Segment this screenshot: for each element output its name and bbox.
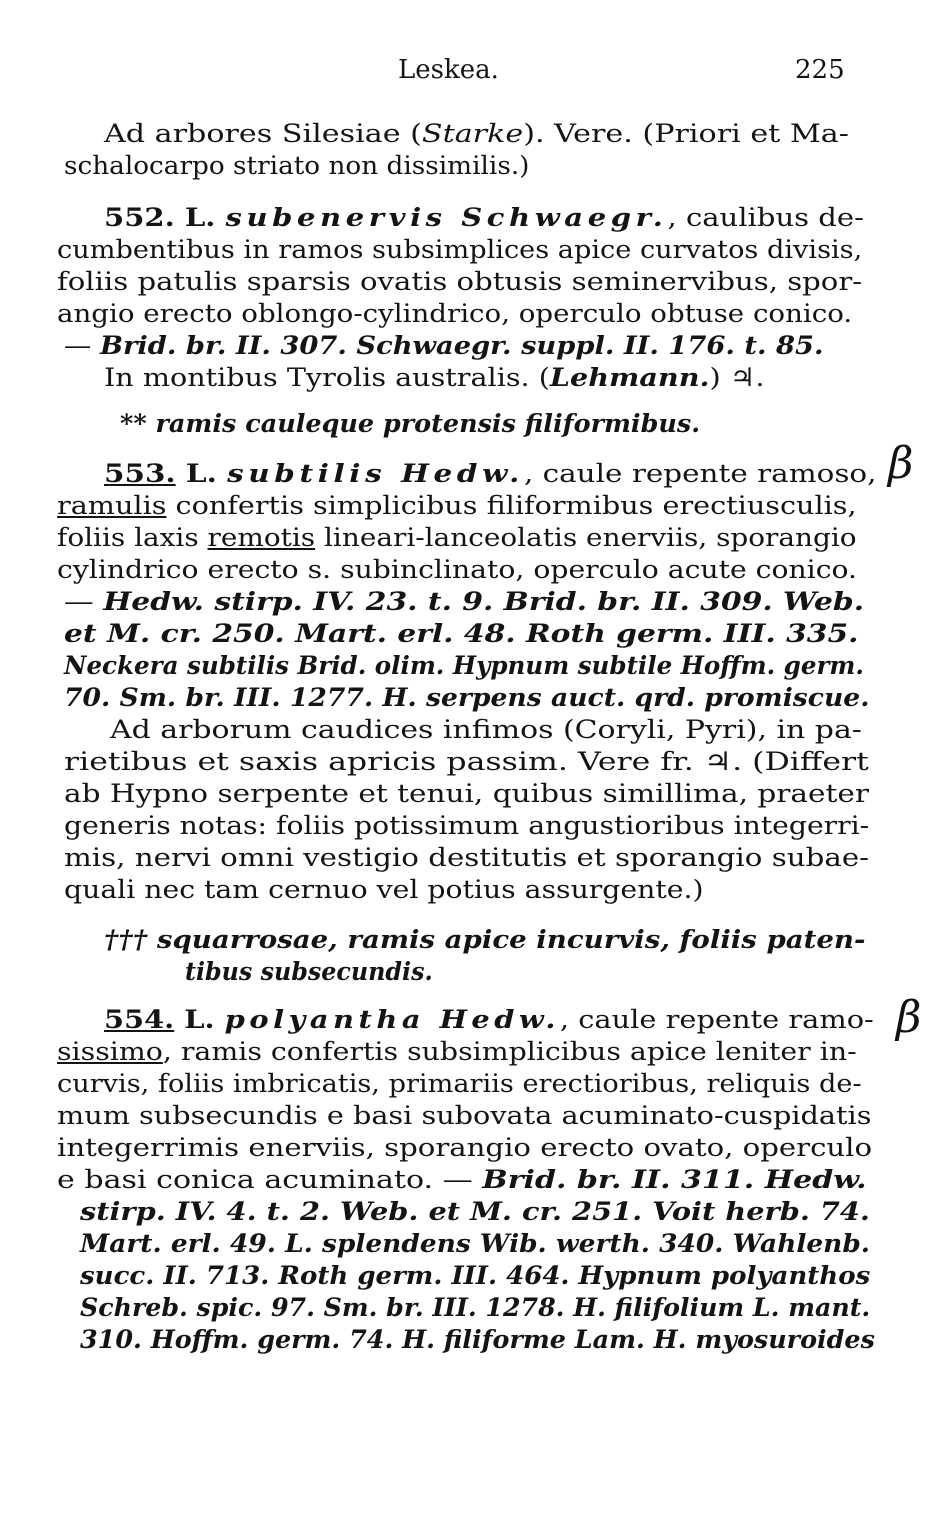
- text-run: succ. II. 713. Roth germ. III. 464. Hypnum polyanthos: [80, 1261, 871, 1291]
- text-run: 310. Hoffm. germ. 74. H. filiforme Lam. H. myosuroides: [80, 1325, 875, 1355]
- text-run: cylindrico erecto s. subinclinato, operculo acute conico.: [57, 555, 858, 585]
- text-run: ramulis: [57, 491, 167, 521]
- text-line: [104, 202, 864, 234]
- text-line: [64, 618, 858, 650]
- text-run: In montibus Tyrolis australis. (: [104, 363, 550, 393]
- text-run: confertis simplicibus filiformibus erectiusculis,: [166, 491, 857, 521]
- text-run: L.: [175, 459, 228, 489]
- text-run: 552. L.: [104, 203, 226, 233]
- text-run: foliis patulis sparsis ovatis obtusis seminervibus, spor-: [57, 267, 863, 297]
- text-run: schalocarpo striato non dissimilis.): [64, 151, 530, 181]
- text-run: Brid. br. II. 307. Schwaegr. suppl. II. 176. t. 85.: [99, 331, 824, 361]
- text-run: remotis: [207, 523, 316, 553]
- text-line: [64, 810, 869, 842]
- text-line: [57, 266, 862, 298]
- text-run: rietibus et saxis apricis passim. Vere fr. ♃. (Differt: [64, 747, 869, 777]
- text-line: [64, 746, 869, 778]
- text-run: —: [64, 587, 104, 617]
- text-run: ) ♃.: [709, 363, 765, 393]
- text-line: [64, 778, 869, 810]
- text-line: [57, 298, 852, 330]
- text-line: [57, 1132, 872, 1164]
- margin-mark: β: [896, 992, 922, 1043]
- text-run: subenervis Schwaegr.: [225, 203, 668, 233]
- text-run: sissimo: [57, 1037, 163, 1067]
- text-run: subtilis Hedw.: [227, 459, 524, 489]
- text-run: 554.: [104, 1005, 175, 1035]
- text-line: [80, 1292, 870, 1324]
- text-run: Mart. erl. 49. L. splendens Wib. werth. 340. Wahlenb.: [80, 1229, 870, 1259]
- text-run: , caulibus de-: [667, 203, 864, 233]
- text-run: quali nec tam cernuo vel potius assurgente.): [64, 875, 704, 905]
- text-run: Ad arborum caudices infimos (Coryli, Pyri), in pa-: [110, 715, 862, 745]
- text-line: [57, 1164, 867, 1196]
- text-run: e basi conica acuminato. —: [57, 1165, 483, 1195]
- text-run: Schreb. spic. 97. Sm. br. III. 1278. H. filifolium L. mant.: [80, 1293, 871, 1323]
- text-line: [64, 650, 864, 682]
- text-run: —: [64, 331, 100, 361]
- text-line: [57, 1068, 862, 1100]
- text-line: [110, 714, 862, 746]
- text-line: [104, 1004, 874, 1036]
- text-run: cumbentibus in ramos subsimplices apice curvatos divisis,: [57, 235, 863, 265]
- text-line: [104, 118, 849, 150]
- text-run: foliis laxis: [57, 523, 208, 553]
- text-line: [57, 522, 857, 554]
- text-run: 70. Sm. br. III. 1277. H. serpens auct. qrd. promiscue.: [64, 683, 870, 713]
- text-line: [64, 330, 823, 362]
- running-head-title: Leskea.: [398, 55, 499, 85]
- text-line: [64, 682, 869, 714]
- text-line: [104, 362, 764, 394]
- text-run: et M. cr. 250. Mart. erl. 48. Roth germ. III. 335.: [64, 619, 859, 649]
- text-run: Starke: [421, 119, 524, 149]
- text-line: [120, 408, 700, 440]
- page-number: 225: [795, 55, 845, 85]
- text-line: [80, 1196, 870, 1228]
- text-run: Hedw. stirp. IV. 23. t. 9. Brid. br. II. 309. Web.: [103, 587, 865, 617]
- text-run: mis, nervi omni vestigio destitutis et sporangio subae-: [64, 843, 870, 873]
- text-run: , caule repente ramoso,: [523, 459, 877, 489]
- text-run: Lehmann.: [549, 363, 710, 393]
- text-run: mum subsecundis e basi subovata acuminato-cuspidatis: [57, 1101, 872, 1131]
- text-run: , ramis confertis subsimplicibus apice leniter in-: [162, 1037, 857, 1067]
- text-run: generis notas: foliis potissimum angustioribus integerri-: [64, 811, 870, 841]
- text-line: [57, 1100, 871, 1132]
- text-run: , caule repente ramo-: [559, 1005, 874, 1035]
- text-line: [64, 842, 869, 874]
- text-line: [57, 1036, 857, 1068]
- text-run: tibus subsecundis.: [185, 957, 433, 987]
- text-line: [57, 490, 857, 522]
- text-line: [57, 554, 857, 586]
- text-line: [64, 150, 529, 182]
- text-line: [80, 1260, 870, 1292]
- text-run: ). Vere. (Priori et Ma-: [523, 119, 849, 149]
- text-run: lineari-lanceolatis enerviis, sporangio: [315, 523, 857, 553]
- text-run: 553.: [104, 459, 176, 489]
- text-run: L.: [174, 1005, 225, 1035]
- text-run: ††† squarrosae, ramis apice incurvis, foliis paten-: [104, 925, 866, 955]
- text-line: [64, 874, 704, 906]
- text-run: polyantha Hedw.: [224, 1005, 560, 1035]
- text-line: [57, 234, 862, 266]
- text-run: angio erecto oblongo-cylindrico, operculo obtuse conico.: [57, 299, 853, 329]
- text-run: integerrimis enerviis, sporangio erecto ovato, operculo: [57, 1133, 873, 1163]
- text-line: [64, 586, 864, 618]
- text-run: curvis, foliis imbricatis, primariis erectioribus, reliquis de-: [57, 1069, 862, 1099]
- text-run: ab Hypno serpente et tenui, quibus simillima, praeter: [64, 779, 869, 809]
- text-line: [104, 458, 877, 490]
- text-line: [104, 924, 865, 956]
- text-run: Ad arbores Silesiae (: [104, 119, 422, 149]
- text-run: stirp. IV. 4. t. 2. Web. et M. cr. 251. Voit herb. 74.: [80, 1197, 870, 1227]
- text-run: Neckera subtilis Brid. olim. Hypnum subtile Hoffm. germ.: [64, 651, 864, 681]
- text-run: Brid. br. II. 311. Hedw.: [482, 1165, 867, 1195]
- text-line: [80, 1324, 875, 1356]
- text-line: [185, 956, 433, 988]
- text-run: ** ramis cauleque protensis filiformibus.: [120, 409, 701, 439]
- text-line: [80, 1228, 870, 1260]
- margin-mark: β: [888, 438, 914, 489]
